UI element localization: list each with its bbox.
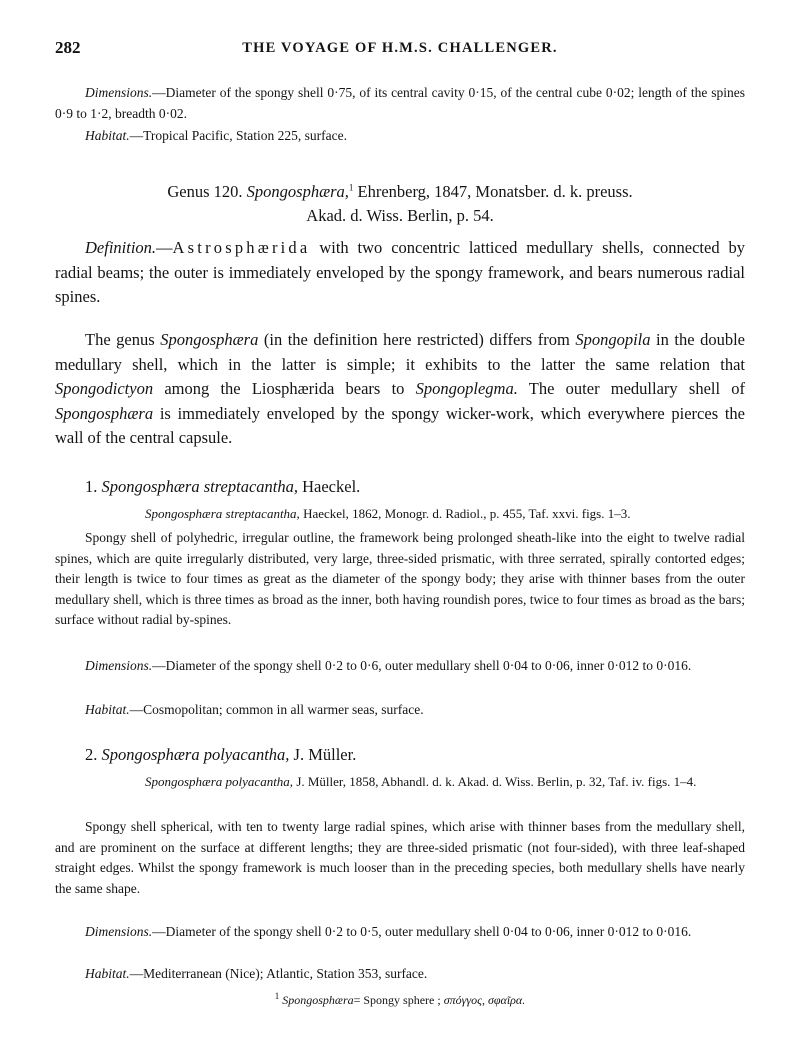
dimensions-text: —Diameter of the spongy shell 0·75, of its central cavity 0·15, of the central cube 0·02; length of the spines 0·9 to 1·2, breadth 0·02.	[55, 85, 745, 121]
dimensions-label: Dimensions.	[85, 85, 153, 100]
definition-group: Astrosphærida	[172, 238, 311, 257]
running-title: THE VOYAGE OF H.M.S. CHALLENGER.	[242, 40, 558, 56]
habitat-label: Habitat.	[85, 128, 130, 143]
definition-label: Definition.	[85, 238, 157, 257]
genus-heading-line2: Akad. d. Wiss. Berlin, p. 54.	[306, 206, 494, 225]
species-2-name: Spongosphæra polyacantha,	[101, 745, 290, 764]
species-2-title: 2. Spongosphæra polyacantha, J. Müller.	[85, 745, 357, 764]
species-1-name: Spongosphæra streptacantha,	[101, 477, 298, 496]
genus-name: Spongosphæra,	[246, 182, 349, 201]
definition-text: with two concentric latticed medullary shells, connected by radial beams; the outer is immediately enveloped by the spongy framework, and bears numerous radial spines.	[55, 238, 745, 306]
species-2-description: Spongy shell spherical, with ten to twenty large radial spines, which arise with thinner bases from the medullary shell, and are prominent on the surface at different lengths; they are three-sided prismatic (not four-sided), with three leaf-shaped straight edges. Whilst the spongy framework is much looser than in the preceding species, both medullary shells have nearly the same shape.	[55, 819, 745, 896]
species-1-description: Spongy shell of polyhedric, irregular outline, the framework being prolonged sheath-like into the eight to twelve radial spines, which are quite irregularly distributed, very large, three-sided prismatic, with three serrated, spirally contorted edges; their length is twice to four times as great as the diameter of the spongy body; they arise with thinner bases from the outer medullary shell, which is three times as broad as the inner, both having roundish pores, twice to four times as broad as the bars; surface without radial by-spines.	[55, 530, 745, 627]
species-1-reference: Spongosphæra streptacantha, Haeckel, 1862, Monogr. d. Radiol., p. 455, Taf. xxvi. figs. 1–3.	[145, 506, 631, 521]
species-1-dimensions: Dimensions.—Diameter of the spongy shell 0·2 to 0·6, outer medullary shell 0·04 to 0·06, inner 0·012 to 0·016.	[85, 658, 692, 673]
page-header	[55, 38, 745, 60]
species-1-title: 1. Spongosphæra streptacantha, Haeckel.	[85, 477, 361, 496]
species-2-reference: Spongosphæra polyacantha, J. Müller, 1858, Abhandl. d. k. Akad. d. Wiss. Berlin, p. 32, Taf. iv. figs. 1–4.	[145, 774, 697, 789]
habitat-text: —Tropical Pacific, Station 225, surface.	[129, 128, 347, 143]
species-2-dimensions: Dimensions.—Diameter of the spongy shell 0·2 to 0·5, outer medullary shell 0·04 to 0·06, inner 0·012 to 0·016.	[85, 924, 692, 939]
species-2-habitat: Habitat.—Mediterranean (Nice); Atlantic, Station 353, surface.	[85, 966, 428, 981]
genus-definition: Definition.—Astrosphærida with two concentric latticed medullary shells, connected by radial beams; the outer is immediately enveloped by the spongy framework, and bears numerous radial spines.	[55, 238, 745, 306]
footnote: $^1$ Spongosphæra= Spongy sphere ; σπόγγος, σφαῖρα.	[274, 991, 526, 1007]
prev-species-dimensions	[55, 83, 745, 124]
page-number: 282	[55, 38, 81, 57]
prev-species-habitat	[55, 126, 745, 147]
genus-heading	[55, 180, 745, 228]
genus-discussion: The genus Spongosphæra (in the definition here restricted) differs from Spongopila in the double medullary shell, which in the latter is simple; it exhibits to the latter the same relation that Spongodictyon among the Liosphærida bears to Spongoplegma. The outer medullary shell of Spongosphæra is immediately enveloped by the spongy wicker-work, which everywhere pierces the wall of the central capsule.	[55, 330, 746, 447]
species-1-habitat: Habitat.—Cosmopolitan; common in all warmer seas, surface.	[85, 702, 424, 717]
footnote-mark: 1	[348, 182, 354, 193]
genus-heading-line1: Genus 120. Spongosphæra,$^1$ Ehrenberg, 1847, Monatsber. d. k. preuss.	[167, 182, 633, 201]
